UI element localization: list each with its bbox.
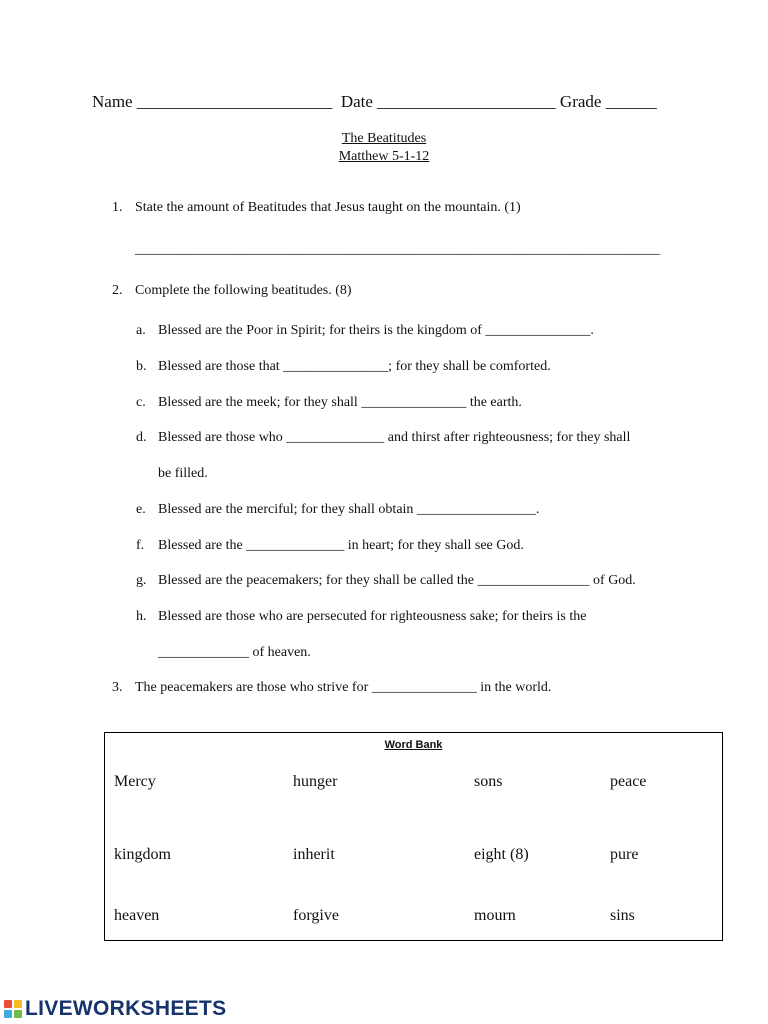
question-number: 3. xyxy=(112,680,123,695)
word-bank-word: pure xyxy=(610,846,639,863)
word-bank-word: forgive xyxy=(293,907,339,924)
item-text: Blessed are those who are persecuted for righteousness sake; for theirs is the xyxy=(158,609,587,624)
worksheet-subtitle: Matthew 5-1-12 xyxy=(338,149,430,164)
word-bank-word: Mercy xyxy=(114,773,156,790)
item-text[interactable]: Blessed are those who ______________ and thirst after righteousness; for they shall xyxy=(158,430,631,445)
question-text[interactable]: The peacemakers are those who strive for _______________ in the world. xyxy=(135,680,552,695)
item-text-continued: be filled. xyxy=(158,466,208,481)
word-bank-word: heaven xyxy=(114,907,160,924)
item-text[interactable]: Blessed are the meek; for they shall _______________ the earth. xyxy=(158,395,522,410)
question-text: Complete the following beatitudes. (8) xyxy=(135,283,352,298)
item-text[interactable]: Blessed are the peacemakers; for they shall be called the ________________ of God. xyxy=(158,573,636,588)
answer-line[interactable]: ___________________________________________________________________________ xyxy=(135,242,660,257)
logo-square xyxy=(14,1000,22,1008)
liveworksheets-logo[interactable] xyxy=(4,996,226,1022)
item-letter: h. xyxy=(136,609,147,624)
word-bank-word: hunger xyxy=(293,773,338,790)
question-text: State the amount of Beatitudes that Jesus taught on the mountain. (1) xyxy=(135,200,521,215)
logo-square xyxy=(14,1010,22,1018)
item-text[interactable]: Blessed are the merciful; for they shall obtain _________________. xyxy=(158,502,540,517)
item-letter: e. xyxy=(136,502,146,517)
item-letter: a. xyxy=(136,323,146,338)
word-bank-word: sons xyxy=(474,773,503,790)
item-letter: d. xyxy=(136,430,147,445)
item-letter: f. xyxy=(136,538,145,553)
logo-squares-icon xyxy=(4,1000,22,1018)
word-bank-word: sins xyxy=(610,907,635,924)
item-text[interactable]: Blessed are the ______________ in heart; for they shall see God. xyxy=(158,538,524,553)
question-number: 2. xyxy=(112,283,123,298)
item-letter: b. xyxy=(136,359,147,374)
word-bank-word: eight (8) xyxy=(474,846,529,863)
header-fields: Name _______________________ Date _____________________ Grade ______ xyxy=(92,92,657,111)
word-bank-word: peace xyxy=(610,773,647,790)
item-letter: c. xyxy=(136,395,146,410)
word-bank-word: inherit xyxy=(293,846,335,863)
word-bank-title: Word Bank xyxy=(384,739,443,751)
logo-square xyxy=(4,1000,12,1008)
word-bank-word: mourn xyxy=(474,907,516,924)
item-text-continued[interactable]: _____________ of heaven. xyxy=(158,645,311,660)
item-letter: g. xyxy=(136,573,147,588)
worksheet-title: The Beatitudes xyxy=(341,131,427,146)
word-bank xyxy=(104,732,723,941)
logo-text: LIVEWORKSHEETS xyxy=(25,997,227,1020)
word-bank-word: kingdom xyxy=(114,846,171,863)
logo-square xyxy=(4,1010,12,1018)
item-text[interactable]: Blessed are the Poor in Spirit; for theirs is the kingdom of _______________. xyxy=(158,323,594,338)
item-text[interactable]: Blessed are those that _______________; for they shall be comforted. xyxy=(158,359,551,374)
question-number: 1. xyxy=(112,200,123,215)
